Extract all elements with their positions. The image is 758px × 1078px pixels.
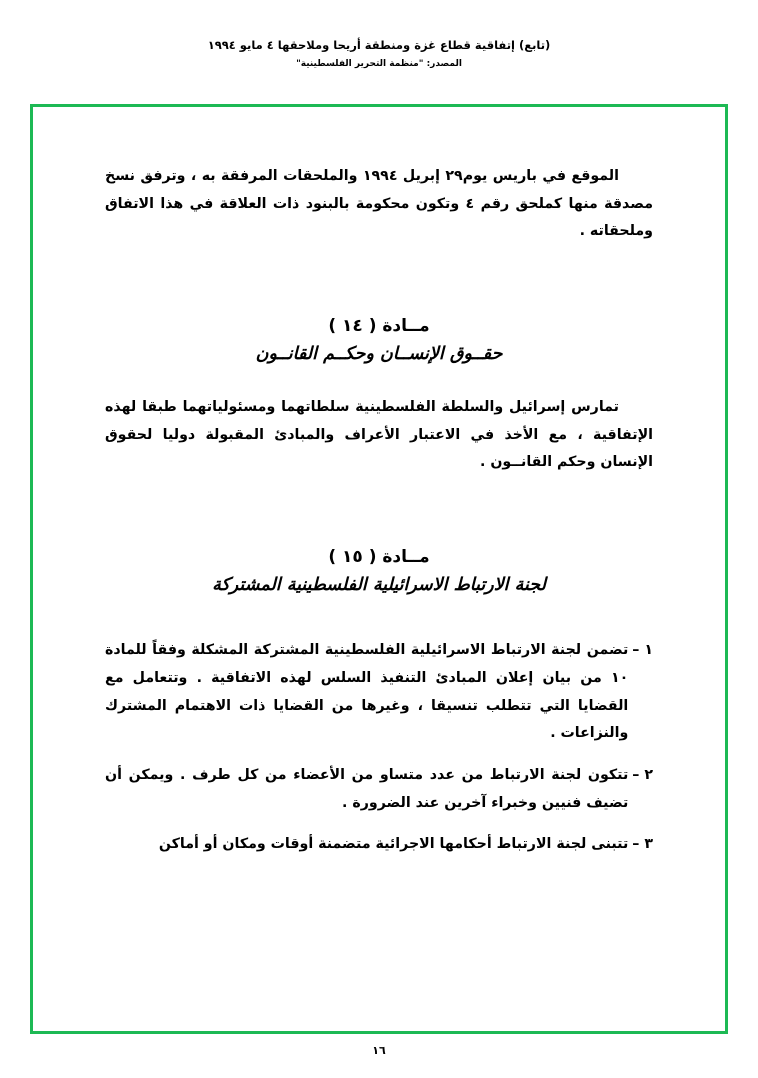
green-border-frame [30, 104, 728, 1034]
spacer [105, 483, 653, 517]
list-item [105, 831, 653, 859]
list-item-text: تضمن لجنة الارتباط الاسرائيلية الفلسطينية المشتركة المشكلة وفقاً للمادة ١٠ من بيان إعلان المبادئ التنفيذ السلس لهذه الاتفاقية . وتتعامل مع القضايا التي تتطلب تنسيقا ، وغيرها من القضايا ذات الاهتمام المشترك والنزاعات . [105, 642, 629, 742]
spacer [105, 252, 653, 286]
article-14-paragraph: تمارس إسرائيل والسلطة الفلسطينية سلطاتهما ومسئولياتهما طبقا لهذه الإتفاقية ، مع الأخذ في الاعتبار الأعراف والمبادئ المقبولة دوليا لحقوق الإنسان وحكم القانــون . [105, 399, 653, 471]
header-title: (تابع) إتفاقية قطاع غزة ومنطقة أريحا وملاحقها ٤ مايو ١٩٩٤ [207, 38, 551, 52]
list-item-number: ٢ – [632, 766, 653, 783]
spacer [105, 603, 653, 637]
list-item [105, 762, 653, 817]
page-number: ١٦ [372, 1044, 386, 1057]
list-item [105, 637, 653, 748]
article-14-number: مــادة ( ١٤ ) [328, 316, 430, 337]
list-item-number: ١ – [632, 642, 653, 659]
header-source: المصدر: "منظمة التحرير الفلسطينية" [296, 59, 462, 69]
intro-paragraph: الموقع في باريس يوم٢٩ إبريل ١٩٩٤ والملحقات المرفقة به ، وترفق نسخ مصدقة منها كملحق رقم ٤ وتكون محكومة بالبنود ذات العلاقة في هذا الاتفاق وملحقاته . [105, 168, 654, 240]
list-item-text: تتبنى لجنة الارتباط أحكامها الاجرائية متضمنة أوقات ومكان أو أماكن [158, 836, 629, 853]
page-footer [0, 1044, 758, 1057]
article-15-number: مــادة ( ١٥ ) [328, 547, 430, 568]
page-content [33, 107, 725, 1031]
article-15-title: لجنة الارتباط الاسرائيلية الفلسطينية المشتركة [212, 575, 546, 596]
article-14-title: حقــوق الإنســان وحكــم القانــون [255, 344, 503, 365]
list-item-number: ٣ – [632, 836, 653, 853]
page-header [0, 0, 758, 69]
spacer [105, 372, 653, 394]
list-item-text: تتكون لجنة الارتباط من عدد متساو من الأعضاء من كل طرف . ويمكن أن تضيف فنيين وخبراء آخرين عند الضرورة . [105, 766, 629, 811]
